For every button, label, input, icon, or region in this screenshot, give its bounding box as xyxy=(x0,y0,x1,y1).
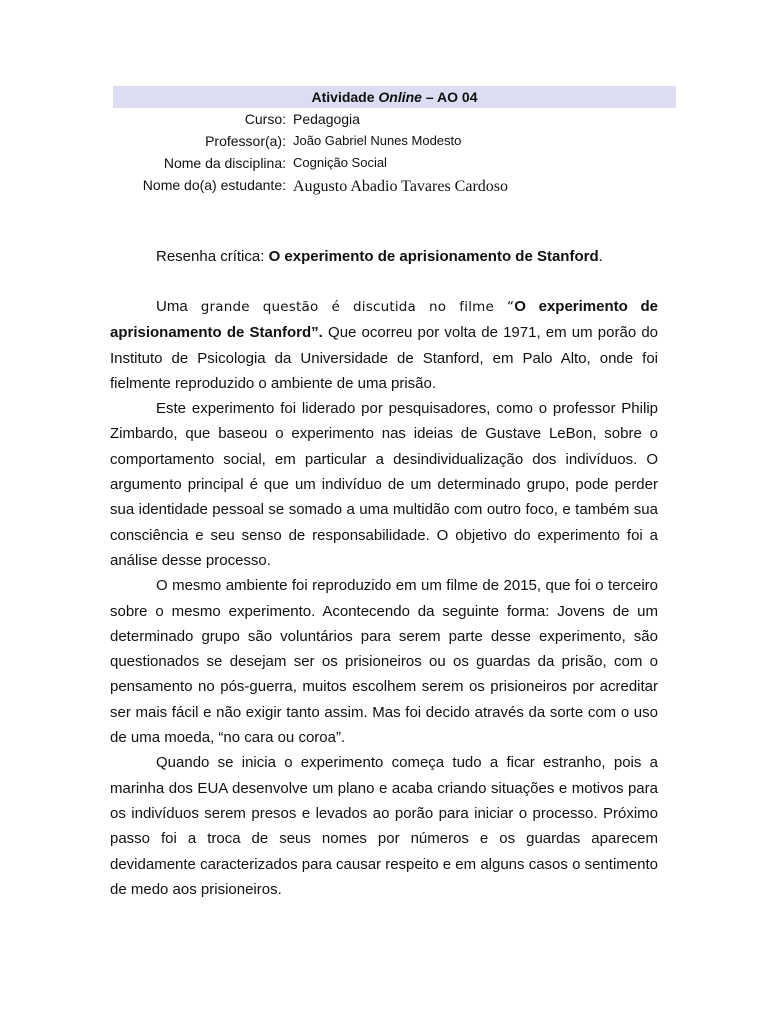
paragraph-1-middle: grande questão é discutida no filme “ xyxy=(187,299,515,315)
discipline-label: Nome da disciplina: xyxy=(163,155,286,171)
review-heading xyxy=(156,246,603,268)
paragraph-3: O mesmo ambiente foi reproduzido em um filme de 2015, que foi o terceiro sobre o mesmo experimento. Acontecendo da seguinte forma: Jovens de um determinado grupo são voluntários para serem parte desse experimento, são questionados se desejam ser os prisioneiros ou os guardas da prisão, com o pensamento no pós-guerra, muitos escolhem serem os prisioneiros por acreditar ser mais fácil e não exigir tanto assim. Mas foi decido através da sorte com o uso de uma moeda, “no cara ou coroa”. xyxy=(110,577,658,747)
student-label: Nome do(a) estudante: xyxy=(142,177,286,193)
review-prefix: Resenha crítica: xyxy=(156,248,269,265)
review-body xyxy=(110,294,658,902)
course-label: Curso: xyxy=(244,111,286,127)
review-title: O experimento de aprisionamento de Stanford xyxy=(268,248,599,265)
meta-row-professor xyxy=(113,130,676,152)
professor-label: Professor(a): xyxy=(205,133,286,149)
student-value: Augusto Abadio Tavares Cardoso xyxy=(293,178,508,195)
meta-row-course xyxy=(113,108,676,130)
course-value: Pedagogia xyxy=(293,111,360,127)
paragraph-1-film-title: O experimento de aprisionamento de Stanford”. xyxy=(110,298,659,342)
activity-header xyxy=(113,86,676,108)
review-suffix: . xyxy=(598,248,603,265)
meta-row-discipline xyxy=(113,152,676,174)
activity-title-prefix: Atividade xyxy=(311,89,379,105)
activity-title-online: Online xyxy=(378,89,422,105)
paragraph-1 xyxy=(110,294,658,396)
paragraph-1-start: Uma xyxy=(156,298,188,315)
meta-row-student xyxy=(113,174,676,202)
professor-value: João Gabriel Nunes Modesto xyxy=(293,133,462,148)
discipline-value: Cognição Social xyxy=(293,155,387,170)
paragraph-1-end: Que ocorreu por volta de 1971, em um porão do Instituto de Psicologia da Universidade de Stanford, em Palo Alto, onde foi fielmente reproduzido o ambiente de uma prisão. xyxy=(110,324,659,392)
paragraph-4: Quando se inicia o experimento começa tudo a ficar estranho, pois a marinha dos EUA desenvolve um plano e acaba criando situações e motivos para os indivíduos serem presos e levados ao porão para iniciar o processo. Próximo passo foi a troca de seus nomes por números e os guardas aparecem devidamente caracterizados para causar respeito e em alguns casos o sentimento de medo aos prisioneiros. xyxy=(110,754,658,898)
paragraph-2: Este experimento foi liderado por pesquisadores, como o professor Philip Zimbardo, que baseou o experimento nas ideias de Gustave LeBon, sobre o comportamento social, em particular a desindividualização dos indivíduos. O argumento principal é que um indivíduo de um determinado grupo, pode perder sua identidade pessoal se somado a uma multidão com outro foco, e também sua consciência e seu senso de responsabilidade. O objetivo do experimento foi a análise desse processo. xyxy=(110,400,658,569)
metadata-table xyxy=(113,108,676,202)
activity-title-suffix: – AO 04 xyxy=(421,89,478,105)
